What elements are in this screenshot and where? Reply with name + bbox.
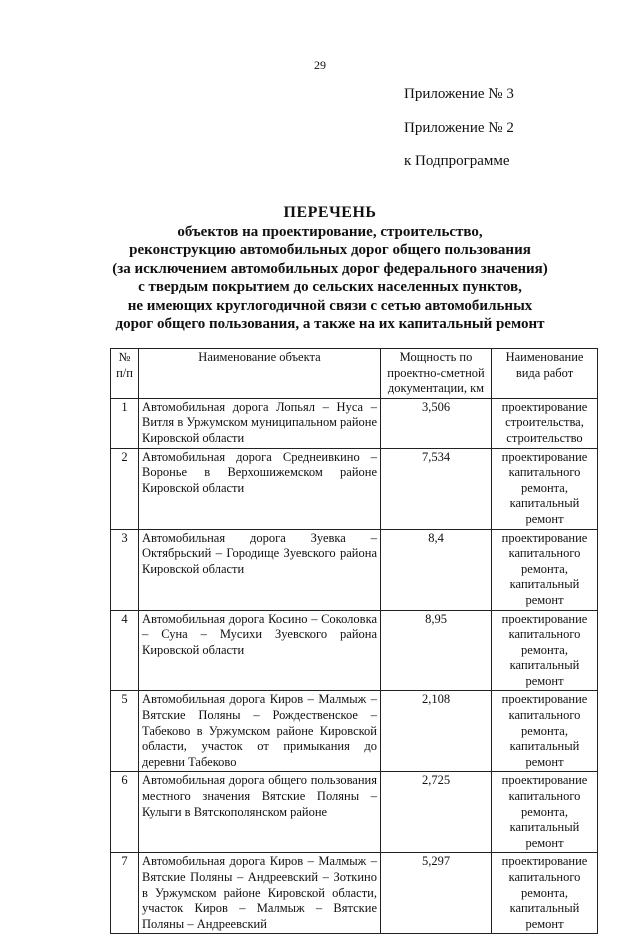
- row-capacity: 3,506: [381, 398, 492, 448]
- page-number: 29: [314, 58, 326, 72]
- row-name: Автомобильная дорога Зуевка – Октябрьский – Городище Зуевского района Кировской области: [139, 529, 381, 610]
- title-main: ПЕРЕЧЕНЬ: [283, 204, 377, 221]
- row-work: проектирование капитального ремонта, капитальный ремонт: [492, 772, 598, 853]
- row-num: 4: [111, 610, 139, 691]
- row-work: проектирование капитального ремонта, капитальный ремонт: [492, 610, 598, 691]
- table-row: [111, 610, 598, 691]
- row-name: Автомобильная дорога Киров – Малмыж – Вятские Поляны – Рождественское – Табеково в Уржумском районе Кировской области, участок от примыкания до деревни Табеково: [139, 691, 381, 772]
- row-capacity: 2,725: [381, 772, 492, 853]
- title-line: реконструкцию автомобильных дорог общего пользования: [129, 242, 531, 258]
- row-work: проектирование капитального ремонта, капитальный ремонт: [492, 529, 598, 610]
- row-num: 3: [111, 529, 139, 610]
- row-num: 1: [111, 398, 139, 448]
- table-header-row: [111, 349, 598, 399]
- header-name: Наименование объекта: [139, 349, 381, 399]
- row-work: проектирование капитального ремонта, капитальный ремонт: [492, 448, 598, 529]
- header-num: № п/п: [111, 349, 139, 399]
- row-name: Автомобильная дорога Косино – Соколовка – Суна – Мусихи Зуевского района Кировской области: [139, 610, 381, 691]
- row-work: проектирование строительства, строительство: [492, 398, 598, 448]
- row-num: 7: [111, 853, 139, 934]
- row-capacity: 8,95: [381, 610, 492, 691]
- objects-table: [110, 348, 598, 934]
- row-num: 6: [111, 772, 139, 853]
- row-capacity: 2,108: [381, 691, 492, 772]
- title-line: с твердым покрытием до сельских населенных пунктов,: [138, 279, 522, 295]
- title-line: не имеющих круглогодичной связи с сетью автомобильных: [127, 297, 533, 314]
- title-line: дорог общего пользования, а также на их капитальный ремонт: [115, 316, 545, 332]
- row-num: 5: [111, 691, 139, 772]
- table-row: [111, 772, 598, 853]
- row-work: проектирование капитального ремонта, капитальный ремонт: [492, 691, 598, 772]
- title-line: объектов на проектирование, строительство,: [177, 223, 483, 240]
- table-row: [111, 398, 598, 448]
- row-name: Автомобильная дорога общего пользования местного значения Вятские Поляны – Кулыги в Вятскополянском районе: [139, 772, 381, 853]
- title-line: (за исключением автомобильных дорог федерального значения): [112, 260, 548, 277]
- row-name: Автомобильная дорога Среднеивкино – Воронье в Верхошижемском районе Кировской области: [139, 448, 381, 529]
- table-row: [111, 691, 598, 772]
- document-title: [80, 204, 580, 334]
- appendix-line-1: Приложение № 3: [404, 86, 514, 102]
- table-row: [111, 448, 598, 529]
- row-capacity: 5,297: [381, 853, 492, 934]
- row-name: Автомобильная дорога Киров – Малмыж – Вятские Поляны – Андреевский – Зоткино в Уржумском районе Кировской области, участок Киров – Малмыж – Вятские Поляны – Андреевский: [139, 853, 381, 934]
- appendix-line-3: к Подпрограмме: [404, 153, 510, 169]
- row-capacity: 8,4: [381, 529, 492, 610]
- row-name: Автомобильная дорога Лопьял – Нуса – Витля в Уржумском муниципальном районе Кировской области: [139, 398, 381, 448]
- header-work: Наименование вида работ: [492, 349, 598, 399]
- table-row: [111, 853, 598, 934]
- appendix-line-2: Приложение № 2: [404, 120, 514, 136]
- row-num: 2: [111, 448, 139, 529]
- row-work: проектирование капитального ремонта, капитальный ремонт: [492, 853, 598, 934]
- row-capacity: 7,534: [381, 448, 492, 529]
- header-capacity: Мощность по проектно-сметной документации, км: [381, 349, 492, 399]
- table-row: [111, 529, 598, 610]
